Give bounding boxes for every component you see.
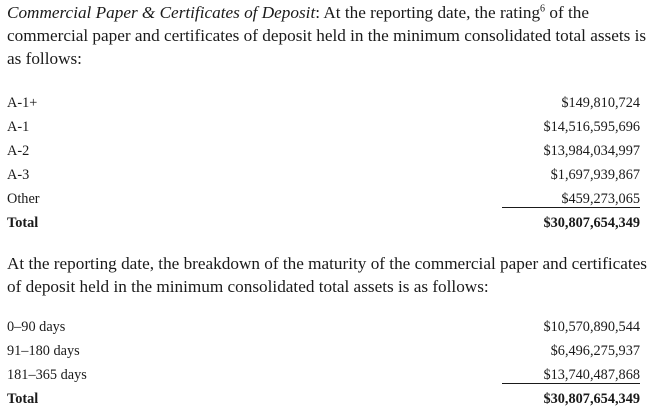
maturity-label: 181–365 days bbox=[7, 367, 87, 383]
total-label: Total bbox=[7, 391, 39, 407]
table-row bbox=[7, 365, 640, 389]
rating-value: $1,697,939,867 bbox=[550, 167, 640, 183]
total-row bbox=[7, 213, 640, 237]
table-row bbox=[7, 189, 640, 213]
total-row bbox=[7, 389, 640, 413]
rating-label: A-1 bbox=[7, 119, 30, 135]
maturity-label: 0–90 days bbox=[7, 319, 66, 335]
maturity-value: $13,740,487,868 bbox=[543, 367, 640, 383]
maturity-label: 91–180 days bbox=[7, 343, 80, 359]
rating-value: $459,273,065 bbox=[561, 191, 640, 207]
total-rule bbox=[502, 383, 640, 384]
rating-table bbox=[7, 93, 640, 237]
maturity-value: $6,496,275,937 bbox=[550, 343, 640, 359]
total-value: $30,807,654,349 bbox=[543, 215, 640, 231]
rating-value: $149,810,724 bbox=[561, 95, 640, 111]
maturity-intro-paragraph: At the reporting date, the breakdown of the maturity of the commercial paper and certificates of deposit held in the minimum consolidated total assets is as follows: bbox=[7, 254, 647, 296]
table-row bbox=[7, 341, 640, 365]
table-row bbox=[7, 117, 640, 141]
rating-intro-paragraph bbox=[7, 1, 652, 70]
total-rule bbox=[502, 207, 640, 208]
rating-intro-text-continued: of the commercial paper and certificates of deposit held in the minimum consolidated total assets is as follows: bbox=[7, 3, 647, 68]
rating-intro-text: At the reporting date, the rating bbox=[320, 3, 541, 22]
total-label: Total bbox=[7, 215, 39, 231]
total-value: $30,807,654,349 bbox=[543, 391, 640, 407]
rating-value: $14,516,595,696 bbox=[543, 119, 640, 135]
maturity-table bbox=[7, 317, 640, 413]
footnote-marker: 6 bbox=[540, 3, 546, 15]
rating-value: $13,984,034,997 bbox=[543, 143, 640, 159]
table-row bbox=[7, 93, 640, 117]
table-row bbox=[7, 165, 640, 189]
rating-label: A-3 bbox=[7, 167, 30, 183]
heading-colon: : bbox=[315, 3, 321, 22]
rating-label: A-1+ bbox=[7, 95, 38, 111]
maturity-value: $10,570,890,544 bbox=[543, 319, 640, 335]
table-row bbox=[7, 141, 640, 165]
section-heading: Commercial Paper & Certificates of Deposit bbox=[7, 3, 316, 22]
table-row bbox=[7, 317, 640, 341]
rating-label: A-2 bbox=[7, 143, 30, 159]
rating-label: Other bbox=[7, 191, 40, 207]
